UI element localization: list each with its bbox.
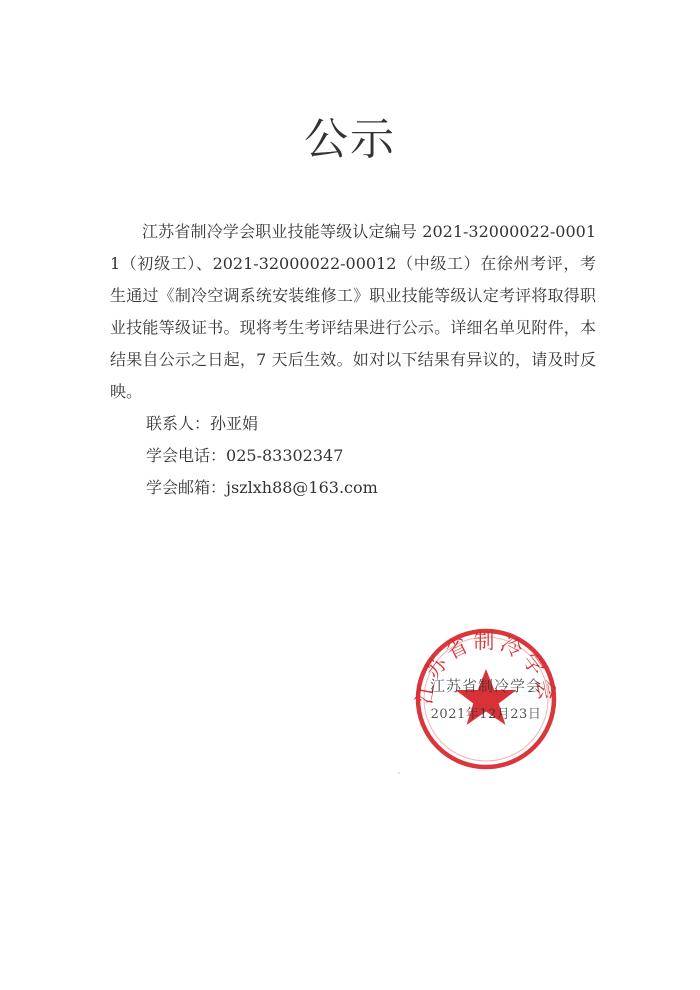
seal-overlay-date: 2021年12月23日 [430,707,542,722]
seal-overlay-org: 江苏省制冷学会 [429,677,542,695]
email-address: jszlxh88@163.com [226,478,378,497]
contact-person-line [110,408,596,440]
contact-person-label: 联系人： [146,414,211,433]
phone-number: 025-83302347 [226,446,344,465]
document-body [110,216,596,504]
official-seal [412,625,560,773]
phone-line [110,440,596,472]
email-label: 学会邮箱： [146,478,227,497]
seal-graphic [412,625,560,773]
notice-paragraph: 江苏省制冷学会职业技能等级认定编号 2021-32000022-00011（初级工）、2021-32000022-00012（中级工）在徐州考评，考生通过《制冷空调系统安装维修工》职业技能等级认定考评将取得职业技能等级证书。现将考生考评结果进行公示。详细名单见附件，本结果自公示之日起，7 天后生效。如对以下结果有异议的，请及时反映。 [110,222,596,401]
scan-artifact [398,772,400,774]
contact-person-name: 孙亚娟 [210,414,259,433]
email-line [110,472,596,504]
document-title: 公示 [304,114,396,165]
phone-label: 学会电话： [146,446,227,465]
seal-arc-text: 江苏省制冷学会 [412,629,560,707]
